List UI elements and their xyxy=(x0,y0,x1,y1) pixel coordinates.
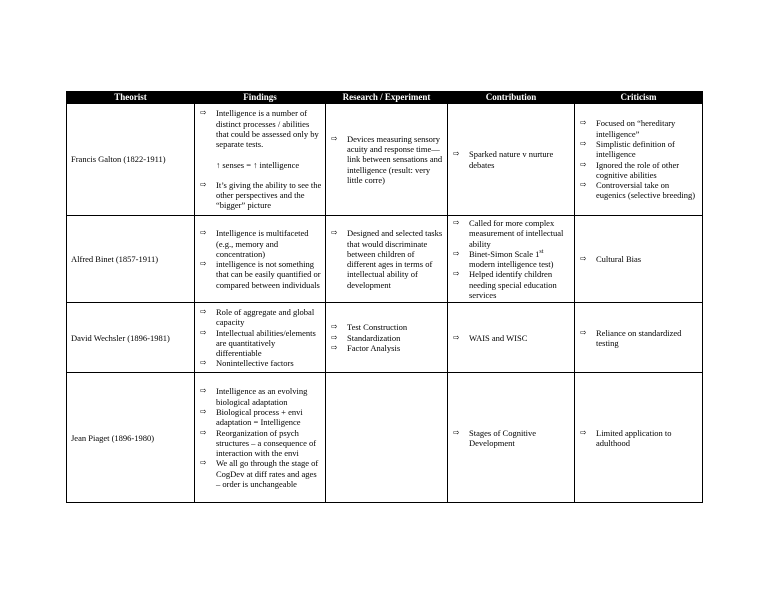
right-arrow-icon: ⇨ xyxy=(453,427,460,437)
right-arrow-icon: ⇨ xyxy=(331,343,338,353)
right-arrow-icon: ⇨ xyxy=(331,322,338,332)
list-item: ⇨ Reorganization of psych structures – a consequence of interaction with the envi xyxy=(200,427,317,459)
list-item: ⇨ We all go through the stage of CogDev at diff rates and ages – order is unchangeable xyxy=(200,458,319,490)
list-item: ⇨ Reliance on standardized testing xyxy=(580,327,682,348)
right-arrow-icon: ⇨ xyxy=(331,228,338,238)
research-cell xyxy=(326,303,448,373)
list-item: ⇨ Focused on “hereditary intelligence” xyxy=(580,118,676,139)
contribution-cell xyxy=(448,373,575,503)
theorist-cell: Francis Galton (1822-1911) xyxy=(67,104,195,216)
list-item: ⇨ Designed and selected tasks that would discriminate between children of different ages in terms of intellectual ability of development xyxy=(331,228,443,290)
findings-cell xyxy=(195,373,326,503)
right-arrow-icon: ⇨ xyxy=(580,254,587,264)
right-arrow-icon: ⇨ xyxy=(331,133,338,143)
criticism-cell xyxy=(575,216,703,303)
right-arrow-icon: ⇨ xyxy=(200,108,207,118)
theorist-cell: Alfred Binet (1857-1911) xyxy=(67,216,195,303)
criticism-cell xyxy=(575,303,703,373)
theorist-cell: Jean Piaget (1896-1980) xyxy=(67,373,195,503)
research-cell xyxy=(326,104,448,216)
list-item: ⇨ Biological process + envi adaptation = Intelligence xyxy=(200,406,303,428)
table-row xyxy=(67,303,703,373)
right-arrow-icon: ⇨ xyxy=(580,159,587,169)
list-item: ⇨ It’s giving the ability to see the other perspectives and the “bigger” picture xyxy=(200,179,322,211)
list-item: ⇨ Binet-Simon Scale 1st modern intelligence test) xyxy=(453,248,554,270)
header-findings: Findings xyxy=(195,92,326,104)
right-arrow-icon: ⇨ xyxy=(200,327,207,337)
header-research: Research / Experiment xyxy=(326,92,448,104)
list-item: ⇨ Standardization xyxy=(331,332,401,343)
contribution-cell xyxy=(448,104,575,216)
contribution-cell xyxy=(448,216,575,303)
criticism-cell xyxy=(575,373,703,503)
right-arrow-icon: ⇨ xyxy=(200,259,207,269)
right-arrow-icon: ⇨ xyxy=(453,149,460,159)
list-item: ⇨ Sparked nature v nurture debates xyxy=(453,149,554,170)
right-arrow-icon: ⇨ xyxy=(331,332,338,342)
header-theorist: Theorist xyxy=(67,92,195,104)
research-cell xyxy=(326,216,448,303)
right-arrow-icon: ⇨ xyxy=(200,306,207,316)
list-item: ⇨ Nonintellective factors xyxy=(200,358,294,369)
right-arrow-icon: ⇨ xyxy=(200,179,207,189)
right-arrow-icon: ⇨ xyxy=(453,269,460,279)
header-contribution: Contribution xyxy=(448,92,575,104)
findings-cell xyxy=(195,104,326,216)
list-item: ⇨ Ignored the role of other cognitive abilities xyxy=(580,159,680,180)
list-item: ⇨ Test Construction xyxy=(331,322,408,333)
list-item: ⇨ Controversial take on eugenics (selective breeding) xyxy=(580,180,696,201)
list-item: ⇨ Simplistic definition of intelligence xyxy=(580,138,675,160)
right-arrow-icon: ⇨ xyxy=(200,427,207,437)
list-item: ⇨ Called for more complex measurement of intellectual ability xyxy=(453,218,564,249)
list-item: ⇨ Cultural Bias xyxy=(580,254,642,265)
right-arrow-icon: ⇨ xyxy=(200,358,207,368)
findings-note: ↑ senses = ↑ intelligence xyxy=(216,159,300,170)
header-row xyxy=(67,92,703,104)
findings-cell xyxy=(195,303,326,373)
list-item: ⇨ Limited application to adulthood xyxy=(580,427,672,448)
right-arrow-icon: ⇨ xyxy=(453,332,460,342)
list-item: ⇨ Intelligence is multifaceted (e.g., memory and concentration) xyxy=(200,228,309,259)
right-arrow-icon: ⇨ xyxy=(453,248,460,258)
right-arrow-icon: ⇨ xyxy=(200,458,207,468)
theorists-table xyxy=(66,91,703,503)
table-row xyxy=(67,373,703,503)
right-arrow-icon: ⇨ xyxy=(580,180,587,190)
right-arrow-icon: ⇨ xyxy=(200,228,207,238)
right-arrow-icon: ⇨ xyxy=(580,327,587,337)
list-item: ⇨ Devices measuring sensory acuity and response time—link between sensations and intelligence (result: very little corre) xyxy=(331,133,443,185)
theorist-cell: David Wechsler (1896-1981) xyxy=(67,303,195,373)
contribution-cell xyxy=(448,303,575,373)
table-row xyxy=(67,104,703,216)
header-criticism: Criticism xyxy=(575,92,703,104)
right-arrow-icon: ⇨ xyxy=(580,118,587,128)
list-item: ⇨ Role of aggregate and global capacity xyxy=(200,306,315,328)
list-item: ⇨ Intelligence as an evolving biological adaptation xyxy=(200,386,308,407)
research-cell xyxy=(326,373,448,503)
right-arrow-icon: ⇨ xyxy=(580,427,587,437)
list-item: ⇨ Intelligence is a number of distinct processes / abilities that could be assessed only by separate tests. xyxy=(200,108,319,150)
right-arrow-icon: ⇨ xyxy=(453,218,460,227)
list-item: ⇨ Factor Analysis xyxy=(331,343,401,354)
right-arrow-icon: ⇨ xyxy=(200,406,207,416)
findings-cell xyxy=(195,216,326,303)
list-item: ⇨ Stages of Cognitive Development xyxy=(453,427,537,448)
criticism-cell xyxy=(575,104,703,216)
list-item: ⇨ WAIS and WISC xyxy=(453,332,528,343)
list-item: ⇨ Intellectual abilities/elements are quantitatively differentiable xyxy=(200,327,316,359)
right-arrow-icon: ⇨ xyxy=(200,386,207,396)
right-arrow-icon: ⇨ xyxy=(580,138,587,148)
table-row xyxy=(67,216,703,303)
list-item: ⇨ intelligence is not something that can be easily quantified or compared between individuals xyxy=(200,259,321,290)
list-item: ⇨ Helped identify children needing special education services xyxy=(453,269,557,301)
